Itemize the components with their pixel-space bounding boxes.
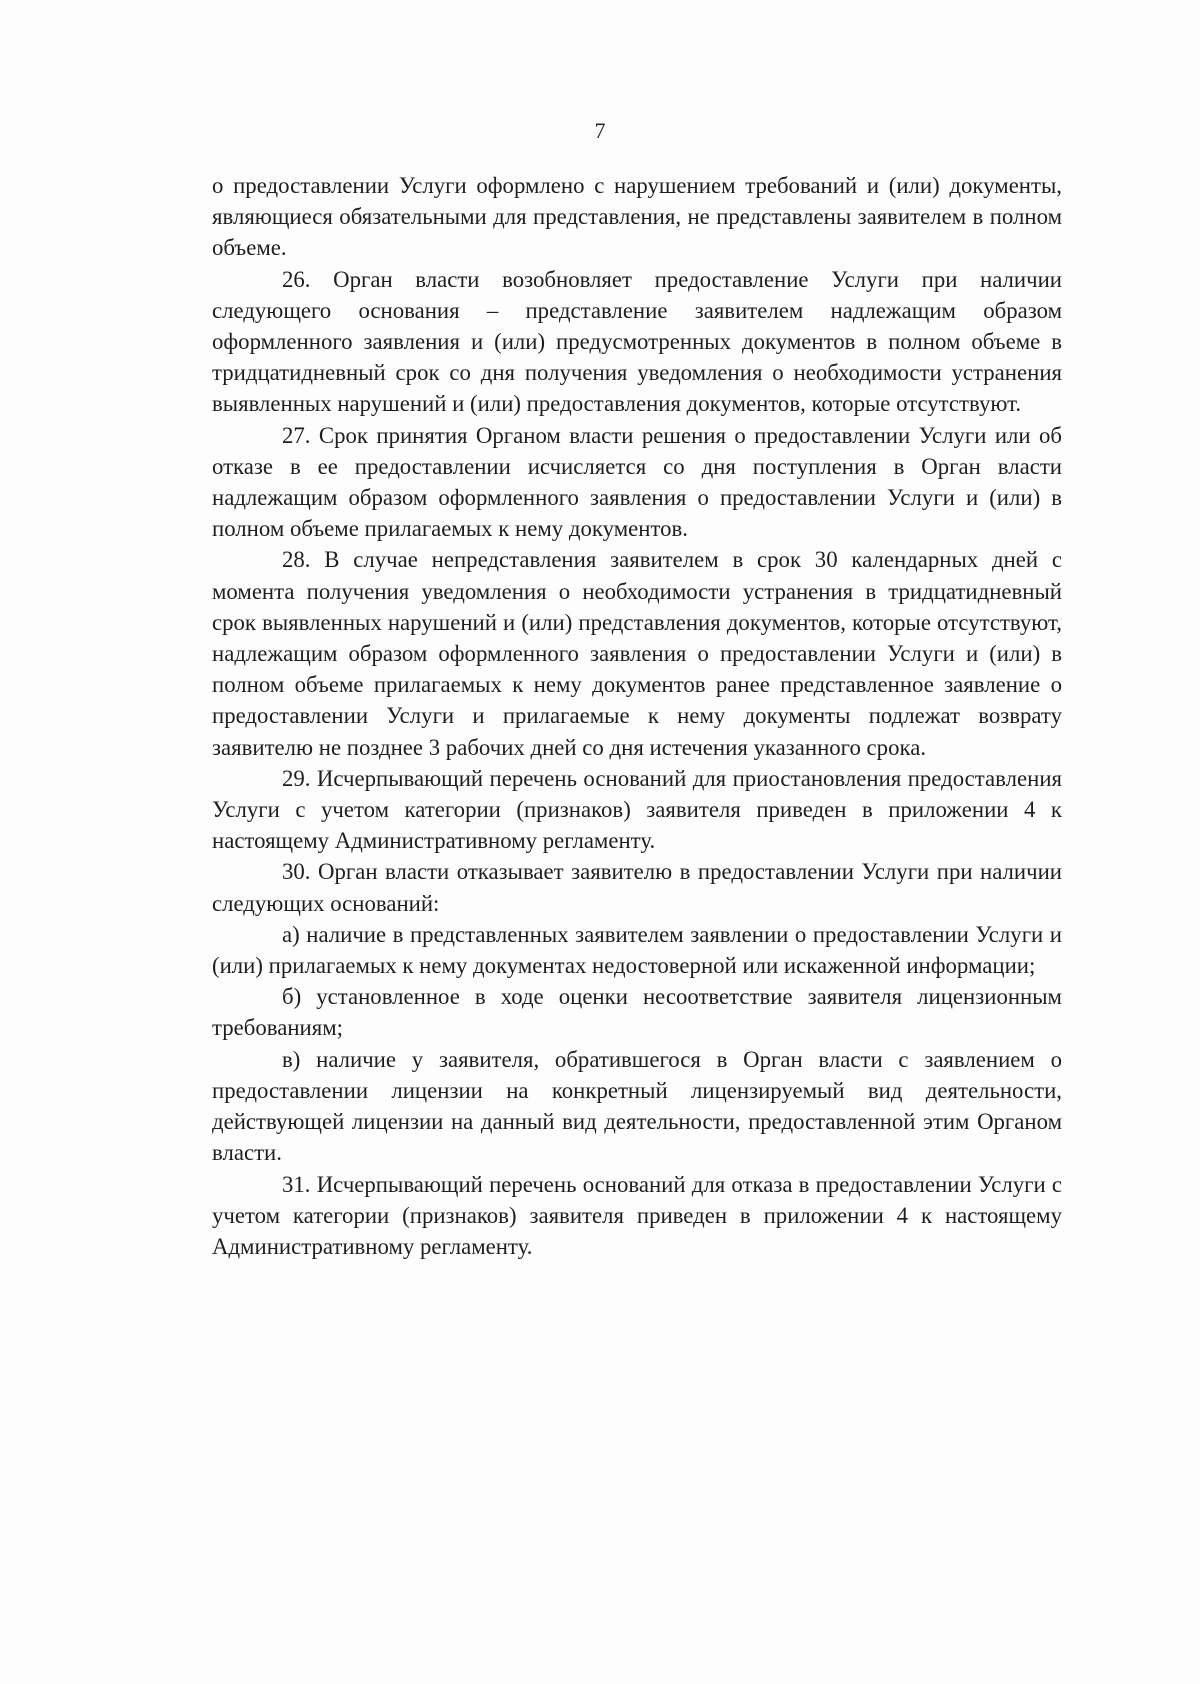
paragraph-30-item-a: а) наличие в представленных заявителем заявлении о предоставлении Услуги и (или) прилагаемых к нему документах недостоверной или искаженной информации; — [212, 921, 1062, 979]
paragraph-27: 27. Срок принятия Органом власти решения о предоставлении Услуги или об отказе в ее предоставлении исчисляется со дня поступления в Орган власти надлежащим образом оформленного заявления о предоставлении Услуги и (или) в полном объеме прилагаемых к нему документов. — [212, 422, 1062, 542]
page-number: 7 — [594, 118, 606, 143]
paragraph-29: 29. Исчерпывающий перечень оснований для приостановления предоставления Услуги с учетом категории (признаков) заявителя приведен в приложении 4 к настоящему Административному регламенту. — [212, 765, 1062, 854]
paragraph-30: 30. Орган власти отказывает заявителю в предоставлении Услуги при наличии следующих оснований: — [212, 859, 1062, 916]
paragraph-26: 26. Орган власти возобновляет предоставление Услуги при наличии следующего основания – представление заявителем надлежащим образом оформленного заявления и (или) предусмотренных документов в полном объеме в тридцатидневный срок со дня получения уведомления о необходимости устранения выявленных нарушений и (или) предоставления документов, которые отсутствуют. — [212, 266, 1062, 417]
paragraph-30-item-b: б) установленное в ходе оценки несоответствие заявителя лицензионным требованиям; — [212, 984, 1062, 1041]
paragraph-30-item-v: в) наличие у заявителя, обратившегося в Орган власти с заявлением о предоставлении лицензии на конкретный лицензируемый вид деятельности, действующей лицензии на данный вид деятельности, предоставленной этим Органом власти. — [212, 1046, 1062, 1166]
paragraph-28: 28. В случае непредставления заявителем в срок 30 календарных дней с момента получения уведомления о необходимости устранения в тридцатидневный срок выявленных нарушений и (или) представления документов, которые отсутствуют, надлежащим образом оформленного заявления о предоставлении Услуги и (или) в полном объеме прилагаемых к нему документов ранее представленное заявление о предоставлении Услуги и прилагаемые к нему документы подлежат возврату заявителю не позднее 3 рабочих дней со дня истечения указанного срока. — [212, 547, 1062, 760]
paragraph-continuation: о предоставлении Услуги оформлено с нарушением требований и (или) документы, являющиеся обязательными для представления, не представлены заявителем в полном объеме. — [212, 173, 1062, 261]
document-body — [212, 170, 1062, 1262]
paragraph-31: 31. Исчерпывающий перечень оснований для отказа в предоставлении Услуги с учетом категории (признаков) заявителя приведен в приложении 4 к настоящему Административному регламенту. — [212, 1171, 1062, 1259]
